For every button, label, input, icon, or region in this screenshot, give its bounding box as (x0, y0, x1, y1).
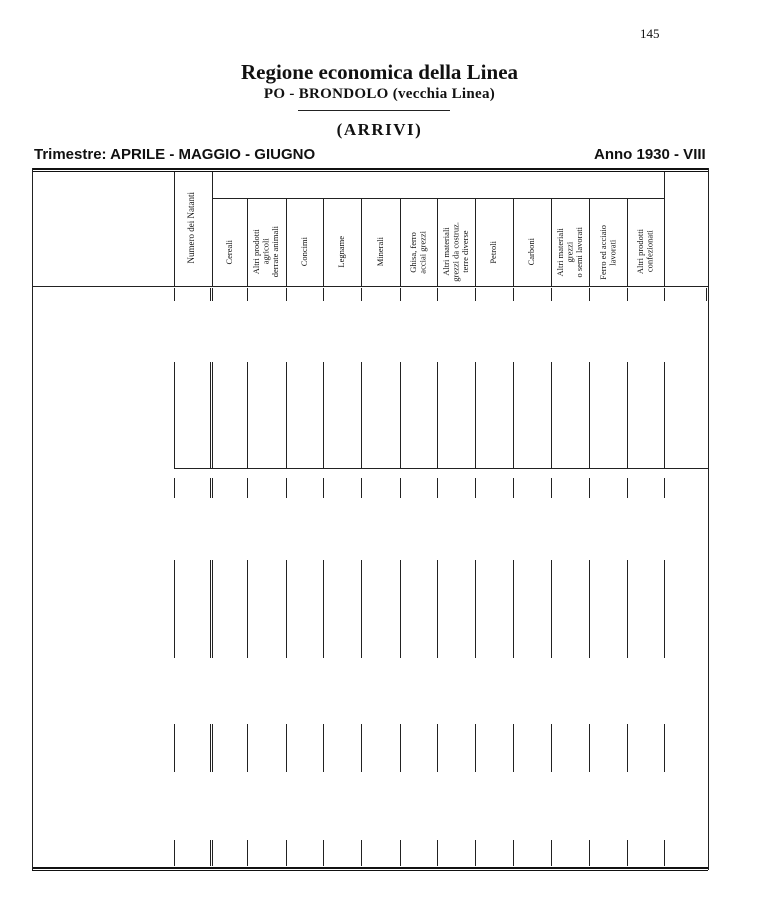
column-header (400, 218, 437, 286)
block-divider (212, 362, 213, 468)
block-divider (286, 840, 287, 866)
block-divider (664, 840, 665, 866)
totals-divider (323, 478, 324, 498)
totals-divider (210, 478, 211, 498)
column-header-label: Concimi (298, 237, 309, 267)
column-header (589, 218, 627, 286)
column-header-label: Ferro ed acciaio lavorati (597, 224, 617, 280)
column-header (551, 218, 589, 286)
block-divider (664, 560, 665, 658)
header-tick (551, 288, 552, 301)
block-divider (247, 362, 248, 468)
block-divider (589, 840, 590, 866)
column-header-label: Cereali (223, 239, 234, 265)
header-tick (210, 288, 211, 301)
table-bottom-border (32, 867, 708, 869)
header-tick (286, 288, 287, 301)
column-header (627, 218, 664, 286)
header-tick (174, 288, 175, 301)
column-header-label: Altri materiali grezzi da costruz. terre diverse (440, 222, 470, 282)
block-divider (551, 840, 552, 866)
column-header (437, 218, 475, 286)
totals-divider (627, 478, 628, 498)
column-header-label: Altri prodotti agricoli derrate animali (251, 226, 281, 278)
header-tick (361, 288, 362, 301)
column-header (513, 218, 551, 286)
column-header-label: Altri materiali grezzi o semi lavorati (554, 226, 584, 278)
block-divider (323, 362, 324, 468)
block-divider (664, 724, 665, 772)
column-header-label: Legname (336, 236, 347, 268)
quarter-label: Trimestre: APRILE - MAGGIO - GIUGNO (34, 146, 316, 163)
table-top-border (32, 168, 708, 170)
block-divider (437, 724, 438, 772)
block-divider (513, 362, 514, 468)
block-divider (664, 362, 665, 468)
block-divider (323, 840, 324, 866)
block-divider (400, 560, 401, 658)
totals-divider (664, 478, 665, 498)
header-tick (627, 288, 628, 301)
natanti-header-label: Numero dei Natanti (186, 192, 197, 264)
arrivi-heading: (ARRIVI) (336, 120, 423, 139)
header-tick (247, 288, 248, 301)
block-divider (286, 362, 287, 468)
block-divider (210, 560, 211, 658)
block-divider (627, 724, 628, 772)
table-right-border (708, 168, 709, 870)
column-header-label: Carboni (526, 238, 537, 266)
totals-divider (400, 478, 401, 498)
totals-divider (437, 478, 438, 498)
header-tick (589, 288, 590, 301)
block-divider (627, 362, 628, 468)
block-divider (174, 724, 175, 772)
block-divider (551, 362, 552, 468)
totals-divider (286, 478, 287, 498)
totals-divider (174, 478, 175, 498)
block-divider (247, 724, 248, 772)
block-divider (589, 362, 590, 468)
carico-rule (212, 198, 664, 199)
block-divider (400, 724, 401, 772)
page-number: 145 (640, 26, 660, 41)
block-divider (551, 724, 552, 772)
block-divider (361, 724, 362, 772)
title-divider (298, 110, 450, 111)
page-title: Regione economica della Linea (240, 60, 519, 84)
block-divider (513, 724, 514, 772)
block-divider (551, 560, 552, 658)
table-bottom-border-inner (32, 870, 708, 871)
table-left-border (32, 168, 33, 870)
totals-divider (361, 478, 362, 498)
totals-divider (513, 478, 514, 498)
block-divider (212, 560, 213, 658)
totals-divider (247, 478, 248, 498)
block-divider (210, 724, 211, 772)
block-divider (589, 724, 590, 772)
block-divider (212, 724, 213, 772)
totals-divider (551, 478, 552, 498)
header-tick (513, 288, 514, 301)
block-divider (174, 840, 175, 866)
block-divider (361, 362, 362, 468)
block-divider (212, 840, 213, 866)
block-divider (400, 362, 401, 468)
totals-divider (212, 478, 213, 498)
block-divider (437, 362, 438, 468)
block-divider (361, 560, 362, 658)
block-divider (627, 840, 628, 866)
block-divider (437, 560, 438, 658)
block-divider (475, 362, 476, 468)
block-divider (247, 560, 248, 658)
column-header (361, 218, 400, 286)
block-divider (513, 840, 514, 866)
header-bottom-rule (32, 286, 708, 287)
column-header (247, 218, 286, 286)
block-divider (513, 560, 514, 658)
block-divider (210, 362, 211, 468)
block-divider (174, 560, 175, 658)
header-divider-totale-left (664, 172, 665, 286)
block-divider (174, 362, 175, 468)
block-divider (323, 560, 324, 658)
header-tick (706, 288, 707, 301)
column-header (323, 218, 361, 286)
natanti-header (174, 172, 210, 284)
header-tick (437, 288, 438, 301)
block-divider (400, 840, 401, 866)
column-header-label: Minerali (374, 237, 385, 267)
header-tick (475, 288, 476, 301)
block-divider (323, 724, 324, 772)
block-divider (589, 560, 590, 658)
block-divider (475, 840, 476, 866)
header-tick (400, 288, 401, 301)
column-header-label: Ghisa, ferro acciai grezzi (408, 230, 428, 274)
column-header-label: Altri prodotti confezionati (635, 229, 655, 275)
block-divider (361, 840, 362, 866)
column-header (212, 218, 247, 286)
header-tick (664, 288, 665, 301)
year-label: Anno 1930 - VIII (594, 146, 706, 163)
totals-rule-top (174, 468, 708, 469)
header-tick (212, 288, 213, 301)
block-divider (247, 840, 248, 866)
block-divider (627, 560, 628, 658)
block-divider (437, 840, 438, 866)
column-header (286, 218, 323, 286)
page-subtitle: PO - BRONDOLO (vecchia Linea) (263, 86, 496, 102)
table-top-border-inner (32, 171, 708, 172)
column-header (475, 218, 513, 286)
totals-divider (589, 478, 590, 498)
block-divider (210, 840, 211, 866)
block-divider (286, 560, 287, 658)
totals-divider (475, 478, 476, 498)
header-tick (323, 288, 324, 301)
block-divider (475, 560, 476, 658)
column-header-label: Petroli (488, 240, 499, 264)
block-divider (475, 724, 476, 772)
block-divider (286, 724, 287, 772)
